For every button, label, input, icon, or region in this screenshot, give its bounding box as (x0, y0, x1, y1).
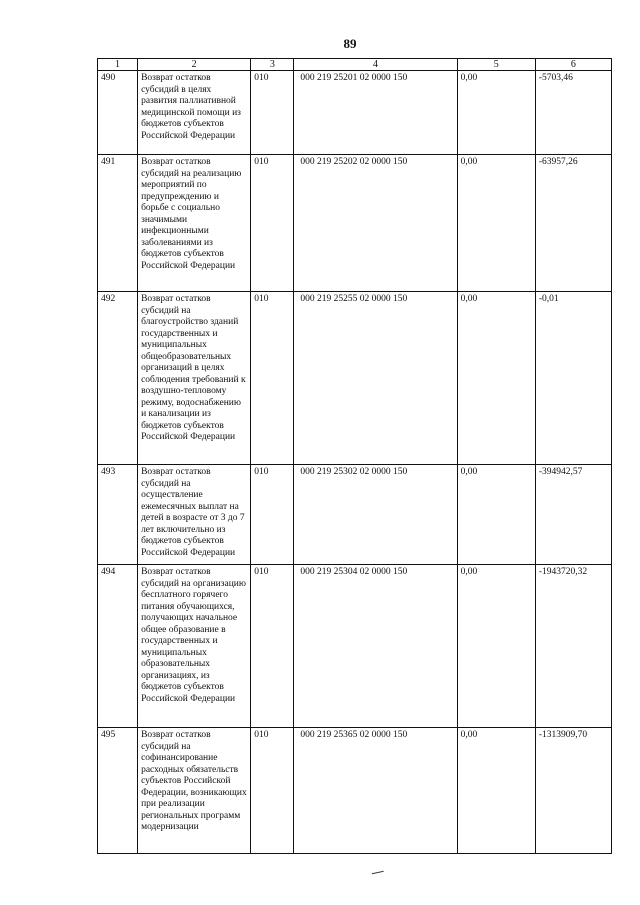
row-number-cell: 495 (98, 728, 138, 854)
row-name-cell: Возврат остатков субсидий на софинансирование расходных обязательств субъектов Российской Федерации, возникающих при реализации региональных программ модернизации (138, 728, 251, 854)
row-number-cell: 494 (98, 565, 138, 728)
column-header: 2 (138, 59, 251, 71)
row-budget-code-cell: 000 219 25304 02 0000 150 (294, 565, 457, 728)
row-plan-cell: 0,00 (457, 728, 535, 854)
row-number-cell: 490 (98, 71, 138, 155)
row-budget-code-cell: 000 219 25302 02 0000 150 (294, 465, 457, 565)
row-number-cell: 491 (98, 155, 138, 292)
row-sum-cell: -1943720,32 (535, 565, 611, 728)
table-header-row (98, 59, 612, 71)
table-row (98, 155, 612, 292)
column-header: 4 (294, 59, 457, 71)
row-admin-code-cell: 010 (251, 71, 294, 155)
row-name-cell: Возврат остатков субсидий на реализацию мероприятий по предупреждению и борьбе с социально значимыми инфекционными заболеваниями из бюджетов субъектов Российской Федерации (138, 155, 251, 292)
row-plan-cell: 0,00 (457, 71, 535, 155)
row-number-cell: 492 (98, 292, 138, 465)
page-number: 89 (343, 36, 357, 51)
row-budget-code-cell: 000 219 25202 02 0000 150 (294, 155, 457, 292)
column-header: 6 (535, 59, 611, 71)
row-name-cell: Возврат остатков субсидий на осуществление ежемесячных выплат на детей в возрасте от 3 до 7 лет включительно из бюджетов субъектов Российской Федерации (138, 465, 251, 565)
row-admin-code-cell: 010 (251, 565, 294, 728)
row-sum-cell: -0,01 (535, 292, 611, 465)
row-plan-cell: 0,00 (457, 565, 535, 728)
row-name-cell: Возврат остатков субсидий на организацию бесплатного горячего питания обучающихся, получающих начальное общее образование в государственных и муниципальных образовательных организациях, из бюджетов субъектов Российской Федерации (138, 565, 251, 728)
row-number-cell: 493 (98, 465, 138, 565)
row-budget-code-cell: 000 219 25255 02 0000 150 (294, 292, 457, 465)
row-plan-cell: 0,00 (457, 155, 535, 292)
row-sum-cell: -1313909,70 (535, 728, 611, 854)
table-row (98, 465, 612, 565)
row-name-cell: Возврат остатков субсидий на благоустройство зданий государственных и муниципальных общеобразовательных организаций в целях соблюдения требований к воздушно-тепловому режиму, водоснабжению и канализации из бюджетов субъектов Российской Федерации (138, 292, 251, 465)
table-row (98, 728, 612, 854)
pen-mark (372, 871, 384, 876)
row-plan-cell: 0,00 (457, 292, 535, 465)
row-sum-cell: -63957,26 (535, 155, 611, 292)
row-admin-code-cell: 010 (251, 292, 294, 465)
row-admin-code-cell: 010 (251, 155, 294, 292)
row-sum-cell: -5703,46 (535, 71, 611, 155)
column-header: 5 (457, 59, 535, 71)
budget-table (97, 58, 612, 854)
row-budget-code-cell: 000 219 25201 02 0000 150 (294, 71, 457, 155)
row-admin-code-cell: 010 (251, 728, 294, 854)
column-header: 3 (251, 59, 294, 71)
row-budget-code-cell: 000 219 25365 02 0000 150 (294, 728, 457, 854)
row-admin-code-cell: 010 (251, 465, 294, 565)
row-sum-cell: -394942,57 (535, 465, 611, 565)
table-row (98, 565, 612, 728)
row-plan-cell: 0,00 (457, 465, 535, 565)
column-header: 1 (98, 59, 138, 71)
table-row (98, 292, 612, 465)
row-name-cell: Возврат остатков субсидий в целях развития паллиативной медицинской помощи из бюджетов субъектов Российской Федерации (138, 71, 251, 155)
table-row (98, 71, 612, 155)
